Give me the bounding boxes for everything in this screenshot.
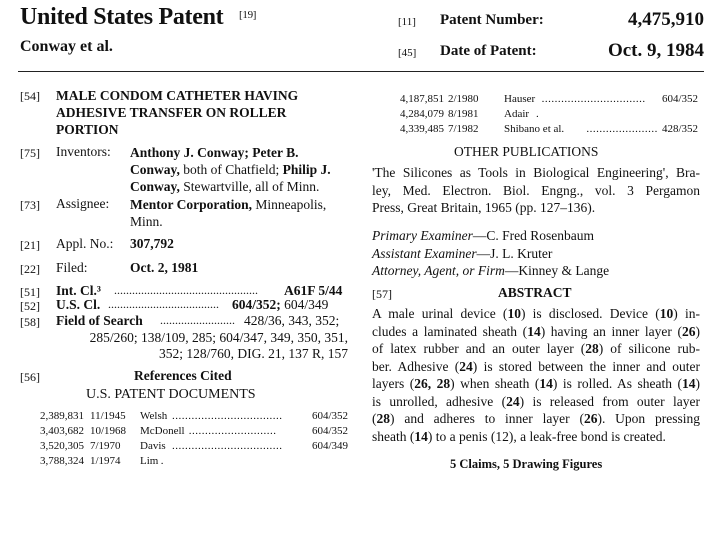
- reference-numeral: 14: [527, 323, 541, 339]
- patent-class: 604/349: [312, 440, 349, 452]
- reference-numeral: 28: [376, 411, 390, 426]
- examiner-label: Primary Examiner: [372, 228, 473, 243]
- uscl-label: U.S. Cl.: [56, 297, 101, 312]
- patent-class: 604/352: [312, 410, 349, 422]
- patentee-name: Welsh: [140, 410, 168, 422]
- patent-date: 1/1974: [90, 455, 121, 467]
- abstract-code: [57]: [372, 287, 392, 301]
- reference-row: [400, 93, 702, 107]
- header-rule: [18, 71, 704, 72]
- patentee-name: Hauser: [504, 93, 536, 105]
- abstract-line: [372, 410, 700, 428]
- inventors-list: [130, 144, 331, 195]
- examiner-value: —C. Fred Rosenbaum: [472, 228, 594, 243]
- patent-number-value: 4,475,910: [628, 9, 704, 30]
- filed-label: Filed:: [56, 260, 88, 275]
- abstract-segment: ) is disclosed. Device (: [520, 306, 660, 321]
- reference-row: [40, 410, 350, 424]
- filed-code: [22]: [20, 262, 40, 276]
- patent-class: 604/352: [662, 93, 699, 105]
- dot-leader: ................................: [541, 93, 646, 105]
- other-publications: [372, 164, 700, 217]
- invention-title: [56, 87, 298, 138]
- date-of-patent-label: Date of Patent:: [440, 43, 537, 59]
- claims-summary: 5 Claims, 5 Drawing Figures: [450, 457, 603, 471]
- abstract-segment: ) is stored between the inner and outer: [472, 358, 700, 374]
- dot-leader: ...........................: [188, 425, 277, 437]
- abstract-segment: A male urinal device (: [372, 306, 508, 321]
- inventor-location: both of Chatfield;: [179, 162, 283, 177]
- patent-number: 3,788,324: [40, 455, 84, 467]
- title-line: PORTION: [56, 122, 119, 137]
- examiner-value: —J. L. Kruter: [476, 245, 553, 261]
- inventor-name: Conway,: [130, 179, 180, 194]
- dot-leader: .: [536, 108, 540, 120]
- title-line: ADHESIVE TRANSFER ON ROLLER: [56, 105, 287, 120]
- authors: Conway et al.: [20, 38, 113, 55]
- uscl-value: [232, 297, 328, 313]
- uscl-leader: .....................................: [108, 297, 219, 311]
- patent-number: 2,389,831: [40, 410, 84, 422]
- reference-numeral: 26: [682, 323, 696, 339]
- abstract-segment: of latex rubber and an outer layer (: [372, 341, 586, 356]
- search-line: 352; 128/760, DIG. 21, 137 R, 157: [159, 346, 348, 361]
- patent-date: 7/1982: [448, 123, 479, 135]
- inventor-name: Anthony J. Conway; Peter B.: [130, 145, 299, 160]
- uscl-primary: 604/352;: [232, 297, 281, 312]
- patent-date: 10/1968: [90, 425, 127, 437]
- patent-date: 2/1980: [448, 93, 479, 105]
- inventor-name: Conway,: [130, 162, 180, 177]
- examiners: [372, 227, 609, 280]
- appl-value: 307,792: [130, 236, 174, 251]
- patentee-name: Adair: [504, 108, 530, 120]
- publication-line: 'The Silicones as Tools in Biological Engineering', Bra-: [372, 165, 700, 180]
- patent-heading: [20, 4, 256, 31]
- uscl-code: [52]: [20, 299, 40, 313]
- refs-title: References Cited: [134, 368, 232, 383]
- abstract-segment: ) is rolled. As sheath (: [552, 376, 683, 391]
- abstract-segment: (: [372, 411, 377, 426]
- abstract-segment: ) of silicone rub-: [598, 341, 700, 356]
- reference-row: [400, 108, 702, 122]
- abstract-segment: ). Upon pressing: [597, 411, 700, 426]
- reference-numeral: 26, 28: [414, 376, 451, 391]
- reference-numeral: 14: [539, 376, 553, 391]
- search-leader: .........................: [160, 313, 235, 327]
- heading-code: [19]: [239, 9, 257, 21]
- inventor-location: Stewartville, all of Minn.: [179, 179, 320, 194]
- patentee-name: Lim: [140, 455, 159, 467]
- abstract-title: ABSTRACT: [498, 285, 572, 300]
- inventors-label: Inventors:: [56, 144, 111, 159]
- reference-row: [400, 123, 702, 137]
- abstract-segment: ) having an inner layer (: [540, 323, 682, 339]
- reference-numeral: 14: [682, 376, 696, 391]
- reference-numeral: 10: [507, 306, 521, 321]
- patent-number-label: Patent Number:: [440, 12, 544, 28]
- abstract-text: [372, 305, 700, 445]
- assignee-label: Assignee:: [56, 196, 110, 211]
- abstract-line: [372, 358, 700, 376]
- dot-leader: ......................: [586, 123, 658, 135]
- abstract-segment: ) is released from outer layer: [519, 393, 700, 409]
- patent-number: 3,520,305: [40, 440, 84, 452]
- search-value: 428/36, 343, 352;: [244, 313, 340, 328]
- abstract-segment: ): [695, 323, 700, 339]
- patent-date: 7/1970: [90, 440, 121, 452]
- patent-number: 4,187,851: [400, 93, 444, 105]
- reference-numeral: 24: [459, 358, 473, 374]
- abstract-segment: ): [695, 376, 701, 391]
- title-line: MALE CONDOM CATHETER HAVING: [56, 88, 299, 103]
- patentee-name: McDonell: [140, 425, 185, 437]
- abstract-segment: cludes a laminated sheath (: [372, 323, 528, 339]
- abstract-segment: is unrolled, adhesive (: [372, 393, 507, 409]
- filed-value: Oct. 2, 1981: [130, 260, 199, 275]
- reference-row: [40, 455, 350, 469]
- abstract-line: [372, 340, 700, 358]
- assignee-state: Minn.: [130, 214, 163, 229]
- search-label: Field of Search: [56, 313, 143, 328]
- abstract-line: [372, 323, 700, 341]
- reference-row: [40, 425, 350, 439]
- patent-class: 604/352: [312, 425, 349, 437]
- assignee-code: [73]: [20, 198, 40, 212]
- abstract-segment: sheath (: [372, 428, 415, 444]
- dot-leader: ..................................: [172, 410, 283, 422]
- appl-label: Appl. No.:: [56, 236, 114, 251]
- abstract-segment: ) in-: [673, 306, 701, 321]
- abstract-line: [372, 305, 700, 323]
- reference-row: [40, 440, 350, 454]
- reference-numeral: 28: [585, 341, 599, 356]
- refs-code: [56]: [20, 370, 40, 384]
- patent-class: 428/352: [662, 123, 699, 135]
- other-pubs-title: OTHER PUBLICATIONS: [454, 144, 599, 159]
- date-code: [45]: [398, 47, 417, 59]
- abstract-segment: layers (: [372, 376, 415, 391]
- number-code: [11]: [398, 16, 416, 28]
- patent-date: 11/1945: [90, 410, 126, 422]
- assignee-value: [130, 196, 326, 230]
- patentee-name: Davis: [140, 440, 166, 452]
- patent-number: 4,284,079: [400, 108, 444, 120]
- intcl-code: [51]: [20, 285, 40, 299]
- intcl-value: A61F 5/44: [284, 283, 343, 298]
- abstract-segment: ) to a penis (12), a leak-free bond is created.: [427, 428, 666, 444]
- examiner-value: —Kinney & Lange: [504, 263, 610, 278]
- patent-number: 3,403,682: [40, 425, 84, 437]
- patentee-name: Shibano et al.: [504, 123, 565, 135]
- search-line: 285/260; 138/109, 285; 604/347, 349, 350, 351,: [89, 330, 348, 345]
- abstract-line: [372, 428, 700, 446]
- inventor-name: Philip J.: [282, 162, 331, 177]
- examiner-label: Assistant Examiner: [372, 245, 477, 261]
- abstract-segment: ) and adheres to inner layer (: [390, 411, 584, 426]
- intcl-leader: ................................................: [114, 283, 258, 297]
- date-of-patent-value: Oct. 9, 1984: [607, 40, 704, 61]
- reference-numeral: 10: [659, 306, 674, 321]
- appl-code: [21]: [20, 238, 40, 252]
- examiner-label: Attorney, Agent, or Firm: [372, 263, 505, 278]
- patent-date: 8/1981: [448, 108, 479, 120]
- heading-text: United States Patent: [20, 4, 224, 30]
- dot-leader: .: [160, 455, 165, 467]
- reference-numeral: 26: [583, 411, 598, 426]
- reference-numeral: 14: [414, 428, 428, 444]
- assignee-name: Mentor Corporation,: [130, 197, 252, 212]
- dot-leader: ..................................: [172, 440, 283, 452]
- assignee-city: Minneapolis,: [251, 197, 327, 212]
- abstract-segment: ) when sheath (: [450, 376, 540, 391]
- search-code: [58]: [20, 315, 40, 329]
- intcl-label: Int. Cl.³: [56, 283, 101, 298]
- reference-numeral: 24: [506, 393, 520, 409]
- uscl-secondary: 604/349: [280, 297, 329, 312]
- publication-line: Press, Great Britain, 1965 (pp. 127–136).: [372, 200, 596, 215]
- patent-number: 4,339,485: [400, 123, 444, 135]
- publication-line: ley, Med. Electron. Biol. Engng., vol. 3 Pergamon: [372, 182, 700, 198]
- inventors-code: [75]: [20, 146, 40, 160]
- abstract-line: [372, 393, 700, 411]
- abstract-line: [372, 375, 700, 393]
- abstract-segment: ber. Adhesive (: [372, 358, 460, 374]
- us-docs-title: U.S. PATENT DOCUMENTS: [86, 387, 256, 402]
- title-code: [54]: [20, 89, 40, 103]
